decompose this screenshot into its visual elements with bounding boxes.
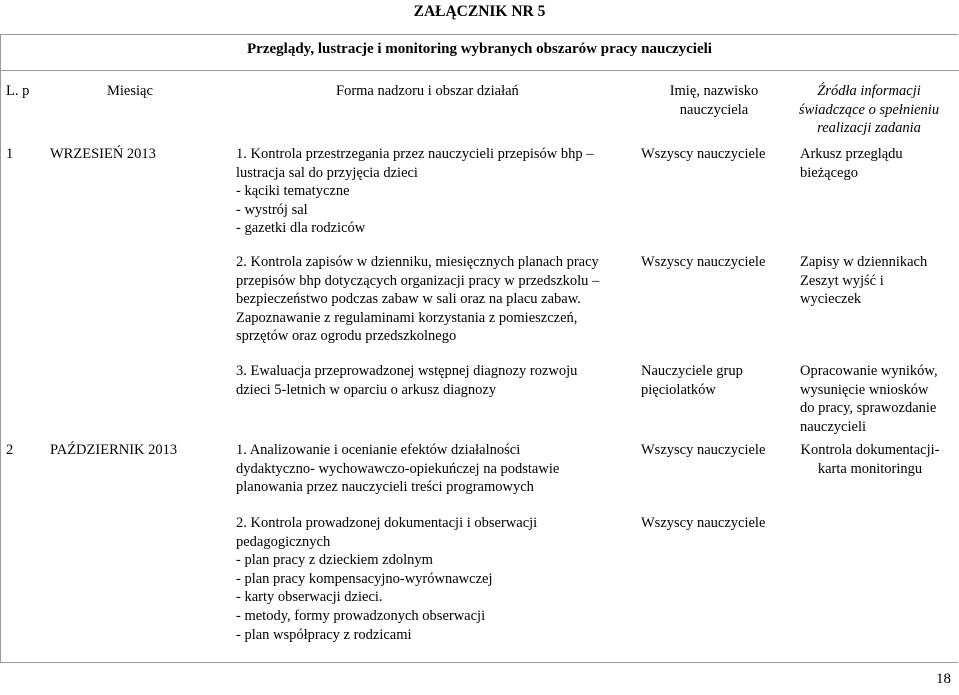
- task-source: [790, 441, 950, 478]
- task-line: - wystrój sal: [236, 201, 308, 218]
- header-person-line: Imię, nazwisko: [669, 83, 759, 99]
- task-description: [236, 441, 636, 497]
- task-description: [236, 362, 636, 399]
- header-source-line: Źródła informacji: [817, 83, 921, 99]
- header-source-line: świadczące o spełnieniu: [798, 101, 940, 118]
- task-line: Zapoznawanie z regulaminami korzystania z pomieszczeń,: [236, 309, 578, 326]
- task-line: bezpieczeństwo podczas zabaw w sali oraz na placu zabaw.: [236, 291, 581, 308]
- task-line: 1. Kontrola przestrzegania przez nauczycieli przepisów bhp –: [236, 146, 594, 162]
- task-line: pedagogicznych: [236, 533, 331, 550]
- task-line: 2. Kontrola prowadzonej dokumentacji i obserwacji: [236, 515, 538, 531]
- header-source: [789, 82, 949, 138]
- table-divider: [0, 70, 959, 71]
- page-number: 18: [936, 671, 951, 688]
- source-line: karta monitoringu: [817, 460, 923, 477]
- task-line: - karty obserwacji dzieci.: [236, 589, 383, 606]
- task-source: [800, 362, 938, 436]
- document-title: ZAŁĄCZNIK NR 5: [413, 3, 546, 20]
- task-line: sprzętów oraz ogrodu przedszkolnego: [236, 328, 457, 345]
- task-description: [236, 145, 636, 238]
- task-who: [641, 145, 765, 164]
- task-line: lustracja sal do przyjęcia dzieci: [236, 164, 418, 181]
- task-source: [800, 253, 927, 309]
- task-line: - metody, formy prowadzonych obserwacji: [236, 607, 486, 624]
- who-line: Nauczyciele grup: [641, 363, 743, 379]
- who-line: Wszyscy nauczyciele: [641, 146, 766, 162]
- task-line: - plan pracy kompensacyjno-wyrównawczej: [236, 570, 493, 587]
- task-line: przepisów bhp dotyczących organizacji pracy w przedszkolu –: [236, 272, 600, 289]
- row-lp: 2: [6, 442, 14, 458]
- who-line: Wszyscy nauczyciele: [641, 515, 766, 531]
- task-description: [236, 514, 636, 644]
- who-line: Wszyscy nauczyciele: [641, 254, 766, 270]
- task-line: 1. Analizowanie i ocenianie efektów działalności: [236, 442, 521, 458]
- task-source: [800, 145, 903, 182]
- header-source-line: realizacji zadania: [817, 120, 921, 137]
- source-line: do pracy, sprawozdanie: [800, 400, 937, 417]
- task-who: [641, 441, 765, 460]
- source-line: wycieczek: [800, 291, 862, 308]
- header-month: Miesiąc: [107, 83, 153, 99]
- task-line: dzieci 5-letnich w oparciu o arkusz diagnozy: [236, 381, 497, 398]
- header-form: Forma nadzoru i obszar działań: [336, 83, 519, 99]
- task-line: 3. Ewaluacja przeprowadzonej wstępnej diagnozy rozwoju: [236, 363, 578, 379]
- who-line: pięciolatków: [641, 381, 716, 398]
- source-line: Zapisy w dziennikach: [800, 254, 928, 270]
- task-line: - plan pracy z dzieckiem zdolnym: [236, 552, 433, 569]
- table-caption: Przeglądy, lustracje i monitoring wybranych obszarów pracy nauczycieli: [247, 41, 712, 57]
- who-line: Wszyscy nauczyciele: [641, 442, 766, 458]
- task-line: - kąciki tematyczne: [236, 183, 350, 200]
- task-line: 2. Kontrola zapisów w dzienniku, miesięcznych planach pracy: [236, 254, 599, 270]
- task-line: planowania przez nauczycieli treści programowych: [236, 479, 534, 496]
- row-month: PAŹDZIERNIK 2013: [50, 442, 178, 458]
- task-line: dydaktyczno- wychowawczo-opiekuńczej na podstawie: [236, 460, 560, 477]
- source-line: wysunięcie wniosków: [800, 381, 929, 398]
- row-lp: 1: [6, 146, 14, 162]
- source-line: Zeszyt wyjść i: [800, 272, 884, 289]
- task-description: [236, 253, 636, 346]
- header-person-line: nauczyciela: [679, 101, 749, 118]
- source-line: nauczycieli: [800, 418, 867, 435]
- header-person: [640, 82, 788, 119]
- source-line: Opracowanie wyników,: [800, 363, 938, 379]
- header-lp: L. p: [6, 83, 30, 99]
- task-who: [641, 362, 743, 399]
- source-line: Arkusz przeglądu: [800, 146, 903, 162]
- task-who: [641, 253, 765, 272]
- source-line: bieżącego: [800, 164, 858, 181]
- task-line: - plan współpracy z rodzicami: [236, 626, 412, 643]
- source-line: Kontrola dokumentacji-: [800, 442, 940, 458]
- task-who: [641, 514, 765, 533]
- row-month: WRZESIEŃ 2013: [50, 146, 156, 162]
- task-line: - gazetki dla rodziców: [236, 220, 366, 237]
